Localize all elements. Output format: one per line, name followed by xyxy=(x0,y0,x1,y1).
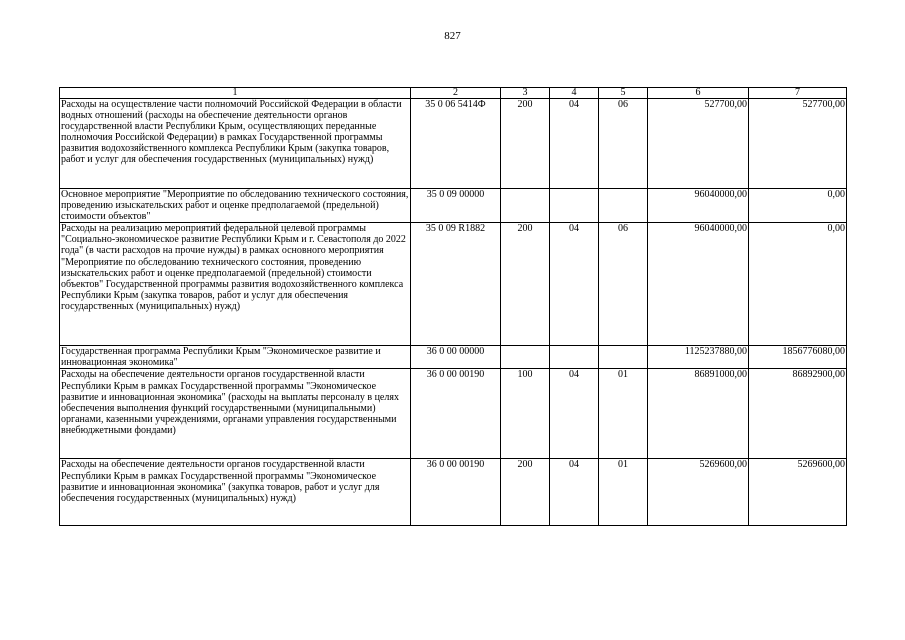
row-section: 04 xyxy=(550,459,599,526)
row-subsection: 06 xyxy=(599,99,648,189)
row-amount-year-1: 96040000,00 xyxy=(648,189,749,223)
row-description: Расходы на обеспечение деятельности органов государственной власти Республики Крым в рамках Государственной программы "Экономическое развитие и инновационная экономика" (расходы на выплаты персоналу в целях обеспечения выполнения функций государственными (муниципальными) органами, казенными учреждениями, органами управления государственными внебюджетными фондами) xyxy=(60,369,411,459)
table-row xyxy=(60,99,847,189)
header-row xyxy=(60,88,847,99)
row-description: Расходы на осуществление части полномочий Российской Федерации в области водных отношений (расходы на обеспечение деятельности органов государственной власти Республики Крым, осуществляющих переданные полномочия Российской Федерации) в рамках Государственной программы развития водохозяйственного комплекса Республики Крым (закупка товаров, работ и услуг для обеспечения государственных (муниципальных) нужд) xyxy=(60,99,411,189)
row-section xyxy=(550,189,599,223)
column-header-4: 4 xyxy=(550,88,599,99)
column-header-7: 7 xyxy=(749,88,847,99)
column-header-3: 3 xyxy=(501,88,550,99)
row-target-code: 36 0 00 00000 xyxy=(411,346,501,369)
column-header-5: 5 xyxy=(599,88,648,99)
row-section: 04 xyxy=(550,223,599,346)
row-target-code: 35 0 09 00000 xyxy=(411,189,501,223)
row-subsection xyxy=(599,189,648,223)
row-amount-year-2: 1856776080,00 xyxy=(749,346,847,369)
row-target-code: 36 0 00 00190 xyxy=(411,459,501,526)
row-target-code: 35 0 06 5414Ф xyxy=(411,99,501,189)
table-row xyxy=(60,223,847,346)
table-row xyxy=(60,346,847,369)
row-amount-year-2: 5269600,00 xyxy=(749,459,847,526)
row-description: Расходы на обеспечение деятельности органов государственной власти Республики Крым в рамках Государственной программы "Экономическое развитие и инновационная экономика" (закупка товаров, работ и услуг для обеспечения государственных (муниципальных) нужд) xyxy=(60,459,411,526)
row-expense-type xyxy=(501,189,550,223)
row-subsection: 01 xyxy=(599,459,648,526)
row-target-code: 36 0 00 00190 xyxy=(411,369,501,459)
table-row xyxy=(60,459,847,526)
table-row xyxy=(60,369,847,459)
row-section: 04 xyxy=(550,369,599,459)
row-amount-year-1: 96040000,00 xyxy=(648,223,749,346)
row-amount-year-2: 86892900,00 xyxy=(749,369,847,459)
column-header-1: 1 xyxy=(60,88,411,99)
row-amount-year-2: 527700,00 xyxy=(749,99,847,189)
row-subsection: 06 xyxy=(599,223,648,346)
row-expense-type: 200 xyxy=(501,99,550,189)
row-amount-year-2: 0,00 xyxy=(749,223,847,346)
row-amount-year-2: 0,00 xyxy=(749,189,847,223)
row-subsection: 01 xyxy=(599,369,648,459)
row-description: Основное мероприятие "Мероприятие по обследованию технического состояния, проведению изыскательских работ и оценке предполагаемой (предельной) стоимости объектов" xyxy=(60,189,411,223)
row-expense-type: 200 xyxy=(501,459,550,526)
row-section xyxy=(550,346,599,369)
row-expense-type xyxy=(501,346,550,369)
row-amount-year-1: 86891000,00 xyxy=(648,369,749,459)
row-amount-year-1: 1125237880,00 xyxy=(648,346,749,369)
row-target-code: 35 0 09 R1882 xyxy=(411,223,501,346)
row-expense-type: 200 xyxy=(501,223,550,346)
row-expense-type: 100 xyxy=(501,369,550,459)
page-number: 827 xyxy=(444,30,461,42)
table-row xyxy=(60,189,847,223)
row-amount-year-1: 527700,00 xyxy=(648,99,749,189)
row-subsection xyxy=(599,346,648,369)
budget-table xyxy=(59,87,847,526)
row-description: Государственная программа Республики Крым "Экономическое развитие и инновационная экономика" xyxy=(60,346,411,369)
column-header-2: 2 xyxy=(411,88,501,99)
row-description: Расходы на реализацию мероприятий федеральной целевой программы "Социально-экономическое развитие Республики Крым и г. Севастополя до 2022 года" (в части расходов на прочие нужды) в рамках основного мероприятия "Мероприятие по обследованию технического состояния, проведению изыскательских работ и оценке предполагаемой (предельной) стоимости объектов" Государственной программы развития водохозяйственного комплекса Республики Крым (закупка товаров, работ и услуг для обеспечения государственных (муниципальных) нужд) xyxy=(60,223,411,346)
row-amount-year-1: 5269600,00 xyxy=(648,459,749,526)
column-header-6: 6 xyxy=(648,88,749,99)
row-section: 04 xyxy=(550,99,599,189)
